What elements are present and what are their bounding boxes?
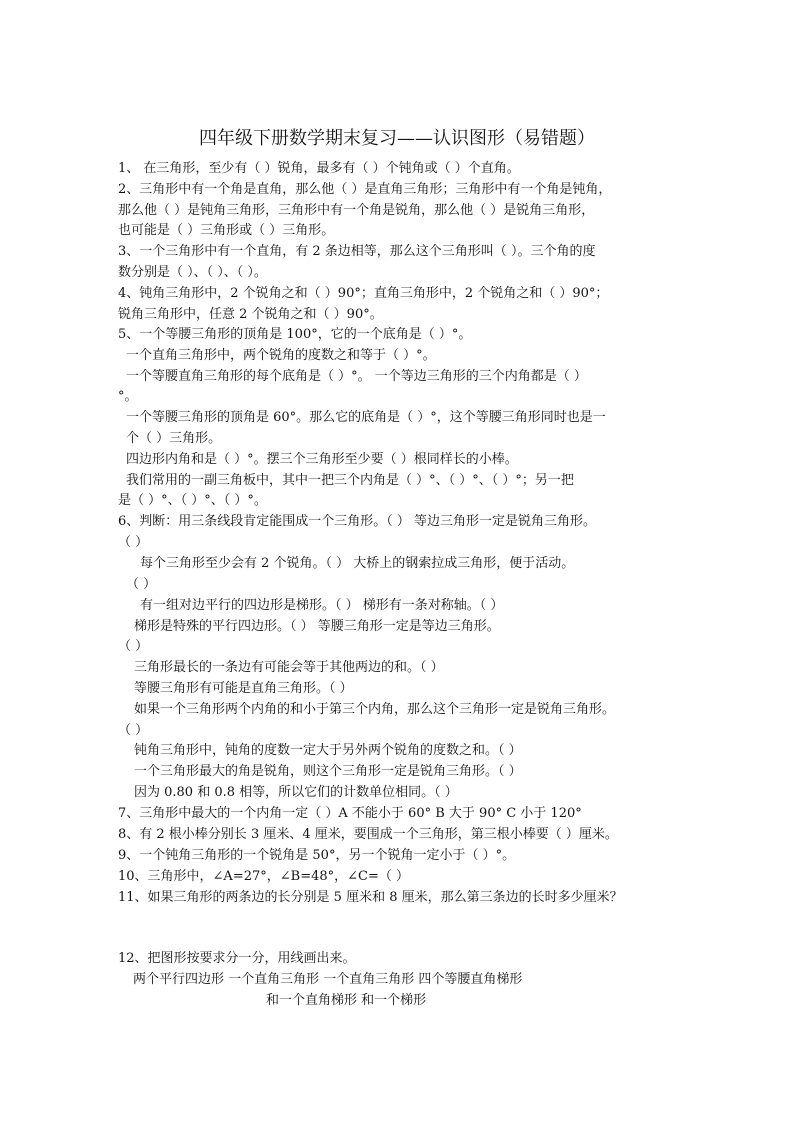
q5-line-1: 5、一个等腰三角形的顶角是 100°，它的一个底角是（ ）°。 <box>118 327 472 342</box>
q8-line: 8、有 2 根小棒分别长 3 厘米、4 厘米，要围成一个三角形，第三根小棒要（ ）厘米。 <box>118 827 618 842</box>
q4-line-1: 4、钝角三角形中，2 个锐角之和（ ）90°；直角三角形中，2 个锐角之和（ ）90°； <box>118 286 609 301</box>
q6-line-3: 每个三角形至少会有 2 个锐角。（ ） 大桥上的钢索拉成三角形，便于活动。 <box>140 556 575 571</box>
q12-line: 12、把图形按要求分一分，用线画出来。 <box>118 951 356 966</box>
q6-line-7: （ ） <box>118 639 149 654</box>
q12-options-line-1: 两个平行四边形 一个直角三角形 一个直角三角形 四个等腰直角梯形 <box>133 972 523 987</box>
q6-line-5: 有一组对边平行的四边形是梯形。（ ） 梯形有一条对称轴。（ ） <box>140 598 504 613</box>
q5-line-2: 一个直角三角形中，两个锐角的度数之和等于（ ）°。 <box>126 348 436 363</box>
q2-line-2: 那么他（ ）是钝角三角形，三角形中有一个角是锐角，那么他（ ）是锐角三角形， <box>118 203 595 218</box>
q5-line-8: 我们常用的一副三角板中，其中一把三个内角是（ ）°、（ ）°、（ ）°；另一把 <box>126 473 574 488</box>
q5-line-7: 四边形内角和是（ ）°。摆三个三角形至少要（ ）根同样长的小棒。 <box>126 452 518 467</box>
q6-line-12: 钝角三角形中，钝角的度数一定大于另外两个锐角的度数之和。（ ） <box>134 743 522 758</box>
q6-line-9: 等腰三角形有可能是直角三角形。（ ） <box>134 681 353 696</box>
q10-line: 10、三角形中，∠A=27°，∠B=48°，∠C=（ ） <box>118 869 410 884</box>
q3-line-2: 数分别是（ ）、（ ）、（ ）。 <box>118 265 267 280</box>
q6-line-8: 三角形最长的一条边有可能会等于其他两边的和。（ ） <box>134 660 444 675</box>
q6-line-14: 因为 0.80 和 0.8 相等，所以它们的计数单位相同。（ ） <box>134 785 458 800</box>
q1-line: 1、 在三角形，至少有（ ）锐角，最多有（ ）个钝角或（ ）个直角。 <box>118 161 520 176</box>
q6-line-4: （ ） <box>126 577 157 592</box>
q6-line-10: 如果一个三角形两个内角的和小于第三个内角，那么这个三角形一定是锐角三角形。 <box>134 702 616 717</box>
q4-line-2: 锐角三角形中，任意 2 个锐角之和（ ）90°。 <box>118 307 383 322</box>
q7-line: 7、三角形中最大的一个内角一定（ ）A 不能小于 60° B 大于 90° C 小于 120° <box>118 806 582 821</box>
q12-options-line-2: 和一个直角梯形 和一个梯形 <box>266 993 427 1008</box>
q6-line-13: 一个三角形最大的角是锐角，则这个三角形一定是锐角三角形。（ ） <box>134 764 522 779</box>
q6-line-1: 6、判断：用三条线段肯定能围成一个三角形。（ ） 等边三角形一定是锐角三角形。 <box>118 514 597 529</box>
q2-line-1: 2、三角形中有一个角是直角，那么他（ ）是直角三角形；三角形中有一个角是钝角， <box>118 182 612 197</box>
q6-line-11: （ ） <box>118 723 149 738</box>
q2-line-3: 也可能是（ ）三角形或（ ）三角形。 <box>118 223 335 238</box>
q6-line-2: （ ） <box>118 535 149 550</box>
q5-line-9: 是（ ）°、（ ）°、（ ）°。 <box>118 493 267 508</box>
q5-line-5: 一个等腰三角形的顶角是 60°。那么它的底角是（ ）°，这个等腰三角形同时也是一 <box>126 410 606 425</box>
q5-line-3: 一个等腰直角三角形的每个底角是（ ）°。 一个等边三角形的三个内角都是（ ） <box>126 369 587 384</box>
q9-line: 9、一个钝角三角形的一个锐角是 50°，另一个锐角一定小于（ ）°。 <box>118 848 516 863</box>
q5-line-6: 个（ ）三角形。 <box>126 431 222 446</box>
q5-line-4: °。 <box>118 389 138 404</box>
q11-line: 11、如果三角形的两条边的长分别是 5 厘米和 8 厘米，那么第三条边的长时多少厘米？ <box>118 890 623 905</box>
q6-line-6: 梯形是特殊的平行四边形。（ ） 等腰三角形一定是等边三角形。 <box>134 619 500 634</box>
worksheet-title: 四年级下册数学期末复习——认识图形（易错题） <box>199 128 595 149</box>
q3-line-1: 3、一个三角形中有一个直角，有 2 条边相等，那么这个三角形叫（ ）。三个角的度 <box>118 244 596 259</box>
